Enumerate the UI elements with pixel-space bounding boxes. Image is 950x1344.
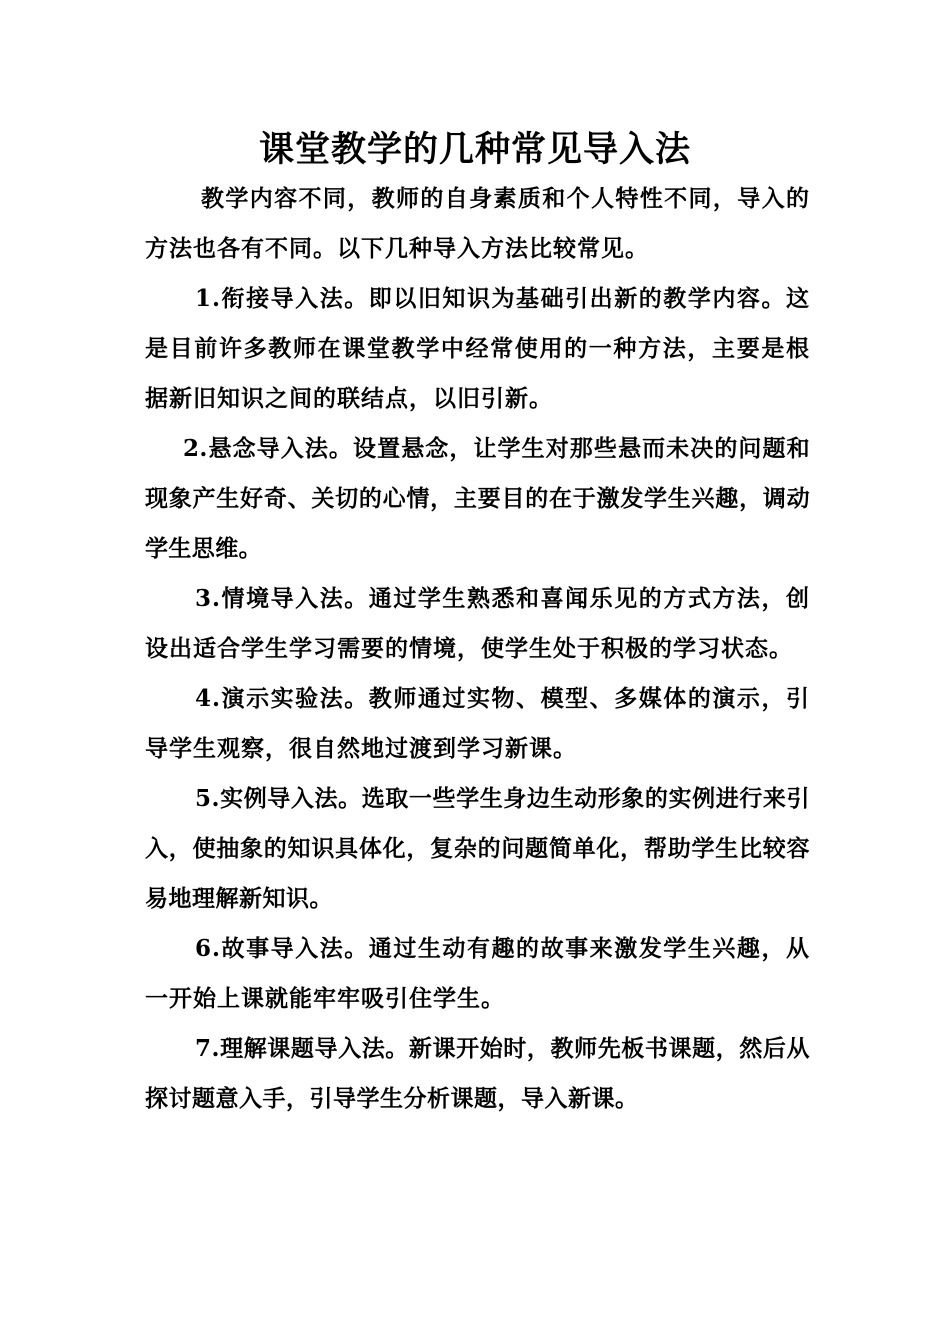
method-paragraph-7: 7.理解课题导入法。新课开始时，教师先板书课题，然后从探讨题意入手，引导学生分析课题，导入新课。 — [145, 1035, 810, 1112]
method-paragraph-6: 6.故事导入法。通过生动有趣的故事来激发学生兴趣，从一开始上课就能牢牢吸引住学生。 — [145, 935, 810, 1012]
method-paragraph-3: 3.情境导入法。通过学生熟悉和喜闻乐见的方式方法，创设出适合学生学习需要的情境，使学生处于积极的学习状态。 — [145, 585, 810, 662]
document-body — [145, 174, 810, 1124]
method-paragraph-1: 1.衔接导入法。即以旧知识为基础引出新的教学内容。这是目前许多教师在课堂教学中经常使用的一种方法，主要是根据新旧知识之间的联结点，以旧引新。 — [145, 285, 810, 412]
method-paragraph-5: 5.实例导入法。选取一些学生身边生动形象的实例进行来引入，使抽象的知识具体化，复杂的问题简单化，帮助学生比较容易地理解新知识。 — [145, 785, 810, 912]
intro-paragraph: 教学内容不同，教师的自身素质和个人特性不同，导入的方法也各有不同。以下几种导入方法比较常见。 — [145, 185, 810, 262]
method-paragraph-4: 4.演示实验法。教师通过实物、模型、多媒体的演示，引导学生观察，很自然地过渡到学习新课。 — [145, 685, 810, 762]
method-paragraph-2: 2.悬念导入法。设置悬念，让学生对那些悬而未决的问题和现象产生好奇、关切的心情，主要目的在于激发学生兴趣，调动学生思维。 — [145, 435, 810, 562]
document-title: 课堂教学的几种常见导入法 — [258, 129, 691, 170]
